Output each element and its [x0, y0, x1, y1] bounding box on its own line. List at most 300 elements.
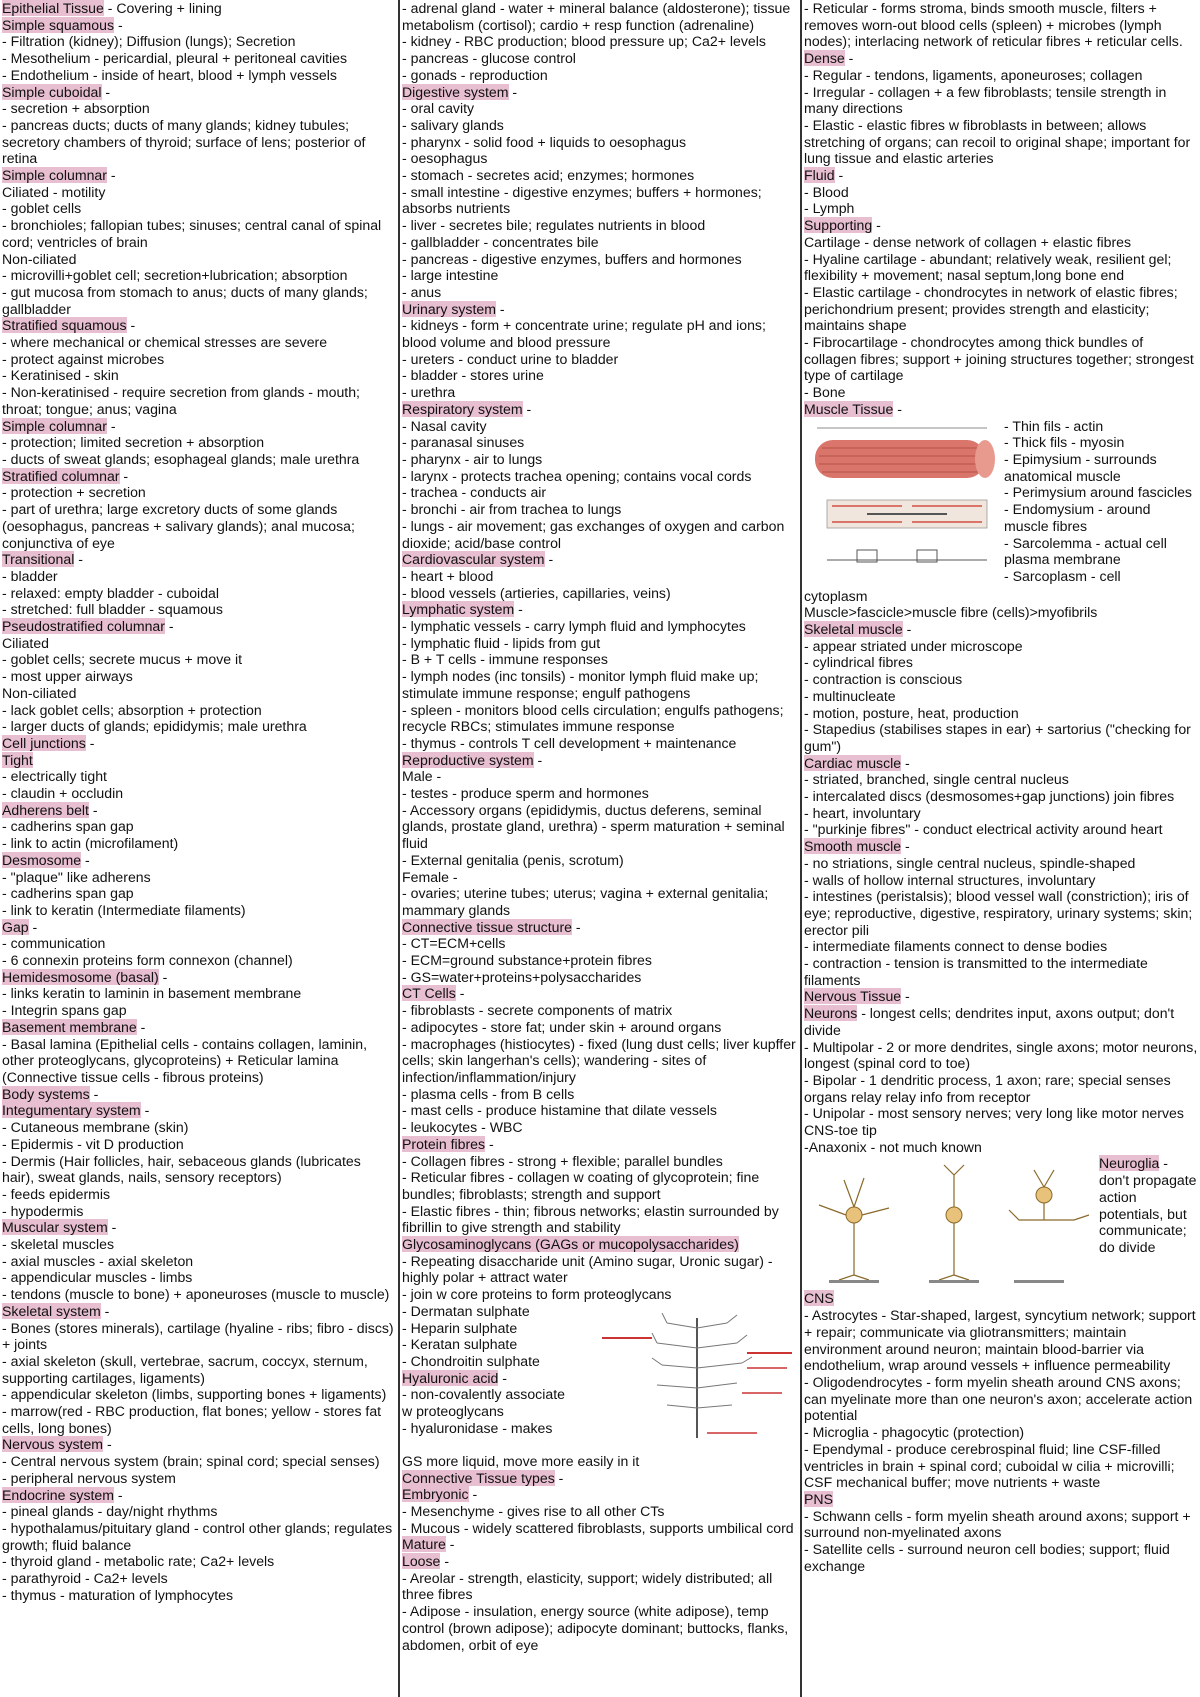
note-text: - pancreas ducts; ducts of many glands; kidney tubules; secretory chambers of thyroid; surface of lens; posterior of retina — [2, 116, 366, 167]
note-line — [2, 1470, 396, 1487]
note-text: - Multipolar - 2 or more dendrites, single axons; motor neurons, longest (spinal cord to toe) — [804, 1038, 1198, 1072]
highlighted-term: Stratified columnar — [2, 467, 120, 484]
section-heading — [402, 1470, 798, 1487]
note-text: - Reticular - forms stroma, binds smooth muscle, filters + removes worn-out blood cells (spleen) + microbes (lymph nodes); interlacing network of reticular fibres + reticular cells. — [804, 0, 1183, 50]
highlighted-term: Integumentary system — [2, 1102, 141, 1119]
highlighted-term: PNS — [804, 1490, 833, 1507]
note-text: - 6 connexin proteins form connexon (channel) — [2, 952, 293, 969]
section-heading — [2, 735, 396, 752]
note-text: - appear striated under microscope — [804, 637, 1023, 654]
note-text: - larynx - protects trachea opening; contains vocal cords — [402, 467, 752, 484]
note-line — [402, 885, 798, 918]
note-line — [2, 200, 396, 217]
note-text: - electrically tight — [2, 768, 107, 785]
note-text: - — [440, 1553, 450, 1570]
note-text: - oral cavity — [402, 100, 475, 117]
highlighted-term: Gap — [2, 918, 29, 935]
note-text: - axial muscles - axial skeleton — [2, 1252, 194, 1269]
note-text: - — [455, 985, 465, 1002]
section-heading — [804, 755, 1198, 772]
note-line — [2, 985, 396, 1002]
note-text: - — [114, 16, 123, 33]
note-text: - cylindrical fibres — [804, 654, 913, 671]
note-text: - — [834, 167, 844, 184]
note-text: - leukocytes - WBC — [402, 1119, 523, 1136]
highlighted-term: Desmosome — [2, 851, 82, 868]
section-heading — [2, 317, 396, 334]
highlighted-term: Body systems — [2, 1085, 90, 1102]
section-heading — [2, 618, 396, 635]
note-line — [2, 267, 396, 284]
note-text: - — [498, 1369, 507, 1386]
note-line — [804, 638, 1198, 655]
note-line — [2, 952, 396, 969]
note-text: - — [445, 1536, 455, 1553]
note-text: - — [114, 1486, 123, 1503]
note-text: - "purkinje fibres" - conduct electrical activity around heart — [804, 821, 1163, 838]
note-line — [804, 1105, 1198, 1138]
note-line — [804, 1072, 1198, 1105]
note-text: - communication — [2, 935, 106, 952]
highlighted-term: Skeletal system — [2, 1302, 101, 1319]
note-line — [402, 869, 798, 886]
note-text: - Mucous - widely scattered fibroblasts, supports umbilical cord — [402, 1519, 794, 1536]
note-line — [402, 768, 798, 785]
highlighted-term: Smooth muscle — [804, 838, 902, 855]
note-line — [804, 671, 1198, 688]
section-heading — [804, 988, 1198, 1005]
note-text: - contraction - tension is transmitted to the intermediate filaments — [804, 955, 1148, 988]
note-text: - oesophagus — [402, 150, 488, 167]
note-text: - Dermis (Hair follicles, hair, sebaceous glands (lubricates hair), sweat glands, nails, sensory receptors) — [2, 1152, 361, 1186]
note-line — [2, 434, 396, 451]
note-line — [402, 585, 798, 602]
note-text: - — [106, 167, 116, 184]
note-text: - bladder — [2, 567, 58, 584]
note-line — [2, 1002, 396, 1019]
note-line — [2, 1553, 396, 1570]
notes-column-2 — [400, 0, 800, 1697]
note-line — [402, 184, 798, 217]
note-text: - trachea - conducts air — [402, 484, 547, 501]
note-text: - — [28, 918, 38, 935]
note-text: - ovaries; uterine tubes; uterus; vagina + external genitalia; mammary glands — [402, 885, 769, 918]
note-text: - join w core proteins to form proteoglycans — [402, 1286, 672, 1303]
note-text: - — [89, 1085, 99, 1102]
note-text: - — [893, 400, 902, 417]
note-line — [2, 50, 396, 67]
note-line — [804, 604, 1198, 621]
note-text: - Endothelium - inside of heart, blood + lymph vessels — [2, 66, 337, 83]
note-text: - anus — [402, 283, 442, 300]
note-text: Ciliated — [2, 634, 50, 651]
section-heading — [2, 84, 396, 101]
note-line — [804, 1541, 1198, 1574]
highlighted-term: Lymphatic system — [402, 601, 515, 618]
section-heading — [2, 167, 396, 184]
note-text: - — [508, 83, 518, 100]
note-text: - Non-keratinised - require secretion from glands - mouth; throat; tongue; anus; vagina — [2, 384, 360, 417]
note-text: - Central nervous system (brain; spinal cord; special senses) — [2, 1453, 380, 1470]
notes-column-3 — [802, 0, 1200, 1697]
note-text: - Reticular fibres - collagen w coating of glycoprotein; fine bundles; fibroblasts; strength and support — [402, 1169, 760, 1202]
note-line — [402, 1403, 597, 1420]
muscle-label: - Sarcolemma - actual cell plasma membrane — [1004, 534, 1167, 568]
note-text: - — [164, 618, 174, 635]
note-text: - hypothalamus/pituitary gland - control other glands; regulates growth; fluid balance — [2, 1519, 393, 1553]
section-heading — [2, 418, 396, 435]
note-text: - goblet cells — [2, 200, 82, 217]
note-line — [2, 67, 396, 84]
note-line — [402, 1420, 597, 1437]
note-line — [2, 1503, 396, 1520]
note-line — [804, 955, 1198, 988]
note-text: - thyroid gland - metabolic rate; Ca2+ levels — [2, 1553, 275, 1570]
section-heading — [2, 551, 396, 568]
note-text: - lymphatic fluid - lipids from gut — [402, 634, 601, 651]
note-line — [402, 1336, 597, 1353]
highlighted-term: CT Cells — [402, 985, 456, 1002]
note-line — [402, 568, 798, 585]
note-line — [2, 651, 396, 668]
note-text: - — [514, 601, 523, 618]
note-line — [402, 418, 798, 435]
note-text: w proteoglycans — [402, 1403, 504, 1420]
muscle-label: - Endomysium - around muscle fibres — [1004, 501, 1151, 534]
note-line — [2, 117, 396, 167]
note-text: - Satellite cells - surround neuron cell bodies; support; fluid exchange — [804, 1541, 1170, 1574]
note-text: - — [136, 1018, 146, 1035]
note-line — [402, 1119, 798, 1136]
note-line — [2, 1587, 396, 1604]
note-line — [2, 601, 396, 618]
note-line — [402, 384, 798, 401]
note-text: - bladder - stores urine — [402, 367, 544, 384]
highlighted-term: Cardiovascular system — [402, 551, 545, 568]
note-text: - CT=ECM+cells — [402, 935, 506, 952]
note-line — [804, 654, 1198, 671]
note-text: Non-ciliated — [2, 684, 77, 701]
note-line — [402, 501, 798, 518]
section-heading — [804, 838, 1198, 855]
section-heading — [804, 167, 1198, 184]
note-text: - Elastic fibres - thin; fibrous networks; elastin surrounded by fibrillin to give strength and stability — [402, 1202, 779, 1236]
note-line — [2, 1320, 396, 1353]
note-text: - lack goblet cells; absorption + protection — [2, 701, 262, 718]
neuron-types-figure — [804, 1155, 1099, 1290]
note-text: - — [103, 1436, 112, 1453]
note-text: - testes - produce sperm and hormones — [402, 785, 649, 802]
note-line — [402, 33, 798, 50]
note-text: - lymph nodes (inc tonsils) - monitor lymph fluid make up; stimulate immune response; engulf pathogens — [402, 668, 759, 701]
note-text: - cadherins span gap — [2, 885, 134, 902]
highlighted-term: Fluid — [804, 167, 835, 184]
note-text: - cadherins span gap — [2, 818, 134, 835]
note-line — [2, 568, 396, 585]
note-text: - non-covalently associate — [402, 1386, 565, 1403]
note-text: - intermediate filaments connect to dense bodies — [804, 938, 1108, 955]
note-line — [804, 284, 1198, 334]
note-text: - ureters - conduct urine to bladder — [402, 350, 619, 367]
note-line — [804, 200, 1198, 217]
note-text: - fibroblasts - secrete components of matrix — [402, 1002, 673, 1019]
note-line — [402, 117, 798, 134]
note-text: - — [902, 620, 912, 637]
highlighted-term: Nervous Tissue — [804, 988, 902, 1005]
note-text: - adrenal gland - water + mineral balance (aldosterone); tissue metabolism (cortisol); cardio + resp function (adrenaline) — [402, 0, 791, 33]
note-line — [402, 484, 798, 501]
note-text: - Unipolar - most sensory nerves; very long like motor nerves CNS-toe tip — [804, 1105, 1184, 1139]
note-line — [402, 267, 798, 284]
note-text: - Ependymal - produce cerebrospinal fluid; line CSF-filled ventricles in brain + spinal cord; cuboidal w cilia + microvilli; CSF mechanical buffer; move nutrients + waste — [804, 1440, 1175, 1491]
note-text: - — [901, 988, 910, 1005]
note-text: - macrophages (histiocytes) - fixed (lung dust cells; liver kupffer cells; skin langerhan's cells); wandering - sites of infection/inflammation/injury — [402, 1035, 796, 1085]
note-line — [402, 935, 798, 952]
section-heading — [402, 601, 798, 618]
note-line — [2, 367, 396, 384]
note-line — [2, 351, 396, 368]
note-line — [402, 1036, 798, 1086]
muscle-structure-figure — [804, 418, 1004, 588]
note-text: - Schwann cells - form myelin sheath around axons; support + surround non-myelinated axons — [804, 1507, 1191, 1541]
muscle-label: - Thin fils - actin — [1004, 417, 1104, 434]
note-text: - contraction is conscious — [804, 671, 963, 688]
note-text: - kidneys - form + concentrate urine; regulate pH and ions; blood volume and blood pressure — [402, 317, 766, 351]
highlighted-term: Cell junctions — [2, 734, 86, 751]
note-text: - most upper airways — [2, 668, 133, 685]
note-text: - — [74, 551, 83, 568]
note-text: - Basal lamina (Epithelial cells - contains collagen, laminin, other proteoglycans, glycoproteins) + Reticular lamina (Connective tissue cells - fibrous proteins) — [2, 1035, 368, 1085]
highlighted-term: Nervous system — [2, 1436, 104, 1453]
section-heading — [804, 50, 1198, 67]
note-text: - pineal glands - day/night rhythms — [2, 1503, 218, 1520]
note-text: - Stapedius (stabilises stapes in ear) + sartorius ("checking for gum") — [804, 721, 1191, 754]
section-heading — [1099, 1155, 1198, 1255]
highlighted-term: Urinary system — [402, 300, 496, 317]
note-line — [2, 1119, 396, 1136]
note-line — [2, 184, 396, 201]
section-heading — [402, 752, 798, 769]
note-text: - — [140, 1102, 150, 1119]
note-text: - pharynx - air to lungs — [402, 450, 543, 467]
note-text: - — [544, 551, 554, 568]
note-line — [2, 501, 396, 551]
note-text: - gallbladder - concentrates bile — [402, 233, 599, 250]
highlighted-term: Muscular system — [2, 1219, 108, 1236]
highlighted-term: Digestive system — [402, 83, 509, 100]
note-line — [2, 902, 396, 919]
note-text: - plasma cells - from B cells — [402, 1085, 575, 1102]
section-heading — [402, 84, 798, 101]
note-line — [804, 788, 1198, 805]
highlighted-term: Stratified squamous — [2, 317, 127, 334]
section-heading — [2, 468, 396, 485]
note-line — [804, 334, 1198, 384]
note-line — [804, 872, 1198, 889]
note-text: - Bipolar - 1 dendritic process, 1 axon; rare; special senses organs relay relay info from receptor — [804, 1071, 1171, 1105]
note-text: Male - — [402, 768, 442, 785]
note-line — [804, 588, 1198, 605]
note-line — [402, 1303, 597, 1320]
note-text: - Integrin spans gap — [2, 1002, 127, 1019]
note-text: - — [81, 851, 90, 868]
note-text: - Irregular - collagen + a few fibroblasts; tensile strength in many directions — [804, 83, 1167, 117]
note-text: - link to keratin (Intermediate filaments) — [2, 901, 246, 918]
note-text: - Heparin sulphate — [402, 1319, 518, 1336]
note-text: - urethra — [402, 384, 456, 401]
note-line — [2, 1403, 396, 1436]
note-text: - — [468, 1486, 478, 1503]
note-line — [2, 635, 396, 652]
section-heading — [402, 985, 798, 1002]
section-heading — [2, 852, 396, 869]
muscle-label: - Perimysium around fascicles — [1004, 484, 1192, 501]
section-heading — [2, 1219, 396, 1236]
note-line — [402, 284, 798, 301]
section-heading — [2, 0, 396, 17]
section-heading — [402, 1536, 798, 1553]
highlighted-term: Simple columnar — [2, 167, 107, 184]
muscle-label: - Thick fils - myosin — [1004, 434, 1125, 451]
note-line — [804, 805, 1198, 822]
note-text: - gonads - reproduction — [402, 66, 548, 83]
note-text: - skeletal muscles — [2, 1236, 114, 1253]
highlighted-term: Glycosaminoglycans (GAGs or mucopolysaccharides) — [402, 1236, 739, 1253]
neuron-block — [804, 1155, 1198, 1290]
note-line — [2, 1386, 396, 1403]
note-text: - — [522, 400, 532, 417]
note-text: - Blood — [804, 183, 849, 200]
note-text: - large intestine — [402, 267, 499, 284]
note-text: - Microglia - phagocytic (protection) — [804, 1424, 1025, 1441]
note-line — [804, 0, 1198, 50]
note-text: Ciliated - motility — [2, 183, 106, 200]
note-text: - intercalated discs (desmosomes+gap junctions) join fibres — [804, 788, 1175, 805]
note-text: - where mechanical or chemical stresses are severe — [2, 334, 328, 351]
note-text: - — [158, 968, 168, 985]
note-text: - — [495, 300, 505, 317]
highlighted-term: Hyaluronic acid — [402, 1369, 499, 1386]
note-line — [402, 351, 798, 368]
note-text: - — [872, 217, 881, 234]
note-line — [402, 952, 798, 969]
note-text: - striated, branched, single central nucleus — [804, 771, 1069, 788]
note-line — [2, 1453, 396, 1470]
note-text: - link to actin (microfilament) — [2, 835, 179, 852]
section-heading — [2, 802, 396, 819]
note-text: - — [85, 734, 95, 751]
note-text: - blood vessels (artieries, capillaries, veins) — [402, 584, 671, 601]
note-text: - Lymph — [804, 200, 855, 217]
note-text: - bronchioles; fallopian tubes; sinuses; central canal of spinal cord; ventricles of brain — [2, 217, 382, 250]
note-text: - — [554, 1469, 564, 1486]
note-text: - relaxed: empty bladder - cuboidal — [2, 584, 220, 601]
note-text: - "plaque" like adherens — [2, 868, 151, 885]
note-text: - — [101, 83, 111, 100]
note-text: - lymphatic vessels - carry lymph fluid and lymphocytes — [402, 618, 746, 635]
note-line — [804, 938, 1198, 955]
note-text: - hypodermis — [2, 1202, 84, 1219]
note-line — [2, 1203, 396, 1220]
note-text: - spleen - monitors blood cells circulation; engulfs pathogens; recycle RBCs; stimulates immune response — [402, 701, 784, 735]
note-text: - — [107, 1219, 117, 1236]
note-line — [804, 855, 1198, 872]
note-text: - Dermatan sulphate — [402, 1302, 530, 1319]
note-text: GS more liquid, move more easily in it — [402, 1452, 640, 1469]
note-line — [2, 1253, 396, 1270]
note-text: - — [100, 1302, 110, 1319]
note-line — [804, 688, 1198, 705]
note-line — [2, 785, 396, 802]
note-text: - Epidermis - vit D production — [2, 1135, 184, 1152]
note-text: - mast cells - produce histamine that dilate vessels — [402, 1102, 717, 1119]
note-text: - heart + blood — [402, 567, 494, 584]
section-heading — [804, 401, 1198, 418]
note-line — [402, 802, 798, 852]
note-text: - protect against microbes — [2, 350, 165, 367]
note-line — [402, 217, 798, 234]
highlighted-term: Loose — [402, 1553, 441, 1570]
section-heading — [402, 919, 798, 936]
note-text: - Elastic - elastic fibres w fibroblasts in between; allows stretching of organs; can recoil to original shape; important for lung tissue and elastic arteries — [804, 116, 1191, 167]
note-line — [804, 705, 1198, 722]
section-heading — [402, 401, 798, 418]
note-text: - — [485, 1135, 494, 1152]
note-line — [402, 1320, 597, 1337]
note-text: - ECM=ground substance+protein fibres — [402, 952, 652, 969]
note-line — [804, 1424, 1198, 1441]
note-text: - appendicular muscles - limbs — [2, 1269, 193, 1286]
note-line — [804, 84, 1198, 117]
section-heading — [2, 1436, 396, 1453]
note-text: - paranasal sinuses — [402, 434, 525, 451]
note-line — [2, 668, 396, 685]
note-line — [2, 251, 396, 268]
highlighted-term: Neuroglia — [1099, 1155, 1160, 1172]
section-heading — [402, 1136, 798, 1153]
note-text: - Repeating disaccharide unit (Amino sugar, Uronic sugar) - highly polar + attract water — [402, 1252, 773, 1286]
note-line — [402, 251, 798, 268]
note-text: - links keratin to laminin in basement membrane — [2, 985, 302, 1002]
note-text: - Filtration (kidney); Diffusion (lungs); Secretion — [2, 33, 296, 50]
note-line — [2, 702, 396, 719]
note-line — [2, 1153, 396, 1186]
note-line — [402, 0, 798, 33]
note-text: - Fibrocartilage - chondrocytes among thick bundles of collagen fibres; support + joining structures together; strongest type of cartilage — [804, 334, 1194, 384]
note-text: - parathyroid - Ca2+ levels — [2, 1570, 168, 1587]
notes-column-1 — [0, 0, 398, 1697]
note-line — [804, 1374, 1198, 1424]
section-heading — [2, 919, 396, 936]
note-line — [804, 184, 1198, 201]
note-line — [402, 1503, 798, 1520]
note-text: - Keratinised - skin — [2, 367, 119, 384]
note-text: - Hyaline cartilage - abundant; relatively weak, resilient gel; flexibility + movement; nasal septum,long bone end — [804, 250, 1172, 284]
note-line — [2, 585, 396, 602]
note-line — [402, 1253, 798, 1286]
note-text: - — [106, 417, 116, 434]
note-line — [402, 1570, 798, 1603]
note-text: - Mesenchyme - gives rise to all other CTs — [402, 1502, 665, 1519]
note-text: - multinucleate — [804, 687, 896, 704]
note-line — [402, 1603, 798, 1653]
muscle-block — [804, 418, 1198, 588]
note-text: Muscle>fascicle>muscle fibre (cells)>myofibrils — [804, 604, 1098, 621]
note-text: - Bone — [804, 384, 846, 401]
highlighted-term: CNS — [804, 1290, 834, 1307]
note-text: Cartilage - dense network of collagen + elastic fibres — [804, 233, 1132, 250]
note-line — [402, 167, 798, 184]
